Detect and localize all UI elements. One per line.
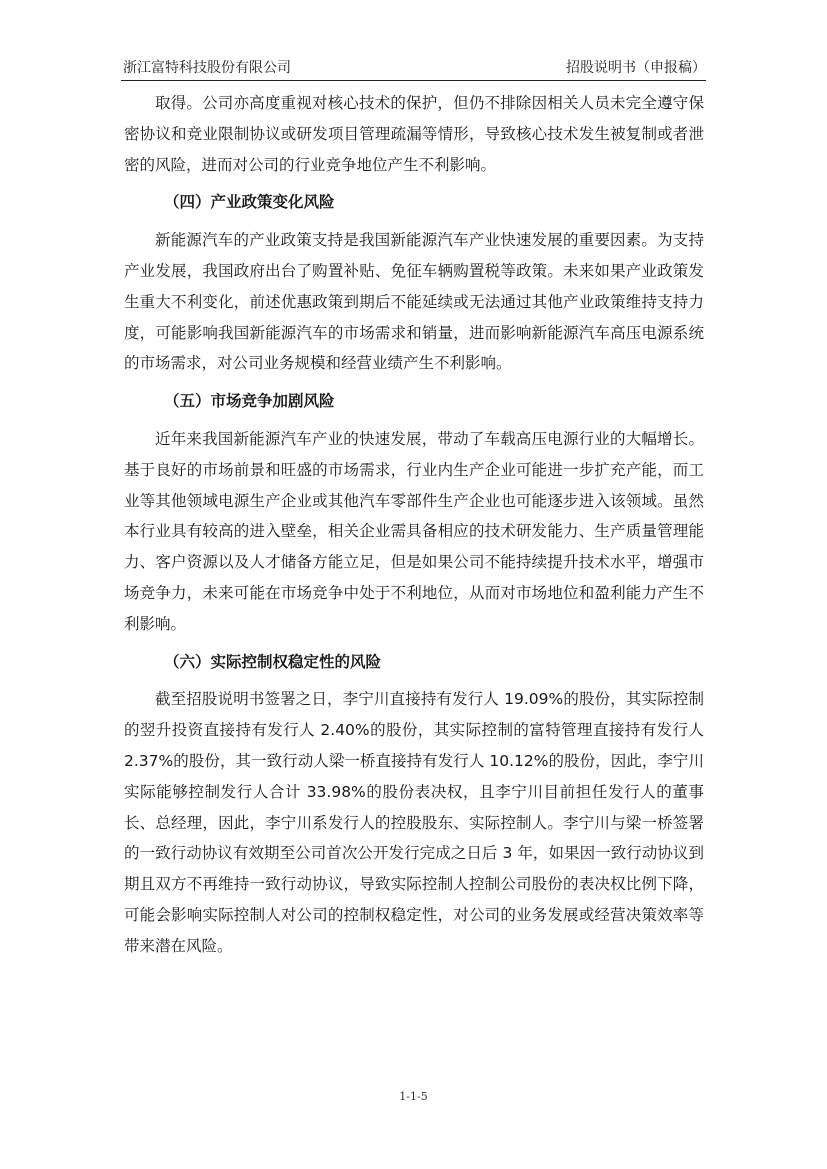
page-header <box>121 58 706 80</box>
header-document-title: 招股说明书（申报稿） <box>566 60 706 76</box>
section-heading-control-stability-risk: （六）实际控制权稳定性的风险 <box>164 652 382 671</box>
paragraph-market-competition-risk: 近年来我国新能源汽车产业的快速发展，带动了车载高压电源行业的大幅增长。基于良好的市场前景和旺盛的市场需求，行业内生产企业可能进一步扩充产能，而工业等其他领域电源生产企业或其他汽车零部件生产企业也可能逐步进入该领域。虽然本行业具有较高的进入壁垒，相关企业需具备相应的技术研发能力、生产质量管理能力、客户资源以及人才储备方能立足，但是如果公司不能持续提升技术水平，增强市场竞争力，未来可能在市场竞争中处于不利地位，从而对市场地位和盈利能力产生不利影响。 <box>124 429 704 633</box>
paragraph-industry-policy-risk: 新能源汽车的产业政策支持是我国新能源汽车产业快速发展的重要因素。为支持产业发展，我国政府出台了购置补贴、免征车辆购置税等政策。未来如果产业政策发生重大不利变化，前述优惠政策到期后不能延续或无法通过其他产业政策维持支持力度，可能影响我国新能源汽车的市场需求和销量，进而影响新能源汽车高压电源系统的市场需求，对公司业务规模和经营业绩产生不利影响。 <box>124 231 704 373</box>
header-company-name: 浙江富特科技股份有限公司 <box>123 60 291 76</box>
paragraph-core-tech-continuation: 取得。公司亦高度重视对核心技术的保护，但仍不排除因相关人员未完全遵守保密协议和竞业限制协议或研发项目管理疏漏等情形，导致核心技术发生被复制或者泄密的风险，进而对公司的行业竞争地位产生不利影响。 <box>124 94 704 174</box>
page-body <box>124 88 704 962</box>
section-heading-market-competition-risk: （五）市场竞争加剧风险 <box>164 392 335 411</box>
section-heading-industry-policy-risk: （四）产业政策变化风险 <box>164 193 335 212</box>
paragraph-control-stability-risk: 截至招股说明书签署之日，李宁川直接持有发行人 19.09%的股份，其实际控制的翌升投资直接持有发行人 2.40%的股份，其实际控制的富特管理直接持有发行人 2.37%的股份，其一致行动人梁一桥直接持有发行人 10.12%的股份，因此，李宁川实际能够控制发行人合计 33.98%的股份表决权，且李宁川目前担任发行人的董事长、总经理，因此，李宁川系发行人的控股股东、实际控制人。李宁川与梁一桥签署的一致行动协议有效期至公司首次公开发行完成之日后 3 年，如果因一致行动协议到期且双方不再维持一致行动协议，导致实际控制人控制公司股份的表决权比例下降，可能会影响实际控制人对公司的控制权稳定性，对公司的业务发展或经营决策效率等带来潜在风险。 <box>124 690 704 955</box>
page-number: 1-1-5 <box>399 1090 428 1103</box>
header-rule <box>121 80 706 81</box>
